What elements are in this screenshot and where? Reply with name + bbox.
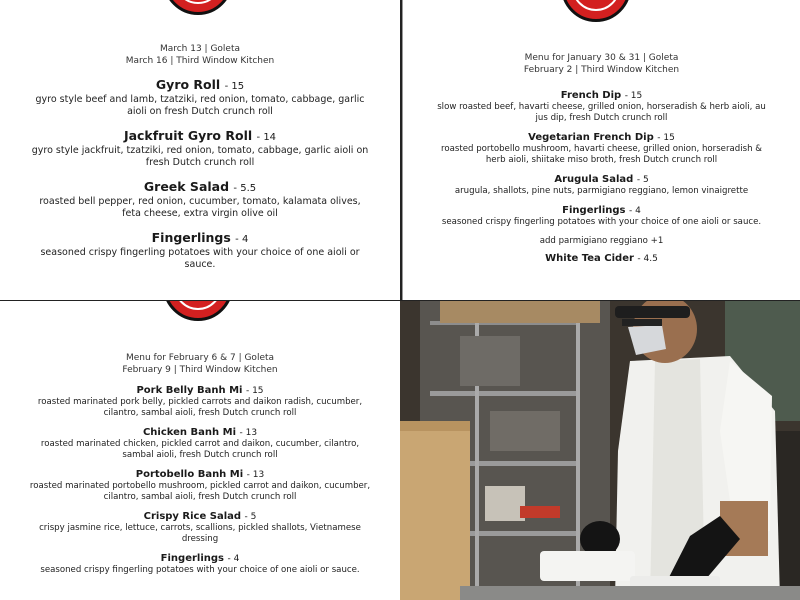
menu-item: Fingerlings - 4 seasoned crispy fingerling potatoes with your choice of one aioli or sauce.: [40, 230, 360, 270]
menu-item: Chicken Banh Mi - 13 roasted marinated chicken, pickled carrot and daikon, cucumber, cilantro, sambal aioli, fresh Dutch crunch roll: [40, 427, 360, 460]
menu-item: Jackfruit Gyro Roll - 14 gyro style jackfruit, tzatziki, red onion, tomato, cabbage, garlic aioli on fresh Dutch crunch roll: [31, 128, 369, 168]
menu-item: Pork Belly Banh Mi - 15 roasted marinated pork belly, pickled carrots and daikon radish, cucumber, cilantro, sambal aioli, fresh Dutch crunch roll: [37, 385, 363, 418]
menu-panel-top-right: [402, 0, 800, 300]
logo-icon: [561, 0, 631, 22]
menu-item: Fingerlings - 4 seasoned crispy fingerling potatoes with your choice of one aioli or sauce.: [441, 205, 762, 227]
menu-item: Portobello Banh Mi - 13 roasted marinated portobello mushroom, pickled carrot and daikon, cucumber, cilantro, sambal aioli, fresh Dutch crunch roll: [29, 469, 371, 502]
logo-icon: [163, 301, 233, 321]
menu-item: Vegetarian French Dip - 15 roasted portobello mushroom, havarti cheese, grilled onion, horseradish & herb aioli, shiitake miso broth, fresh Dutch crunch roll: [441, 132, 762, 165]
menu-item: French Dip - 15 slow roasted beef, havarti cheese, grilled onion, horseradish & herb aioli, au jus dip, fresh Dutch crunch roll: [437, 90, 766, 123]
menu-item: White Tea Cider - 4.5: [545, 253, 658, 264]
chef-with-mask-photo: [400, 301, 800, 600]
menu-note: add parmigiano reggiano +1: [539, 236, 664, 246]
menu-panel-top-left: [0, 0, 400, 300]
menu-item: Fingerlings - 4 seasoned crispy fingerling potatoes with your choice of one aioli or sauce.: [40, 553, 360, 575]
menu-dates: Menu for February 6 & 7 | Goleta February 9 | Third Window Kitchen: [122, 353, 278, 375]
menu-item: Gyro Roll - 15 gyro style beef and lamb, tzatziki, red onion, tomato, cabbage, garlic aioli on fresh Dutch crunch roll: [35, 77, 365, 117]
menu-dates: Menu for January 30 & 31 | Goleta February 2 | Third Window Kitchen: [523, 53, 680, 75]
menu-item: Greek Salad - 5.5 roasted bell pepper, red onion, cucumber, tomato, kalamata olives, feta cheese, extra virgin olive oil: [39, 179, 361, 219]
photo-illustration: [400, 301, 800, 600]
menu-dates: March 13 | Goleta March 16 | Third Window Kitchen: [125, 44, 275, 66]
menu-panel-bottom-left: [0, 301, 400, 600]
logo-icon: [163, 0, 233, 15]
menu-item: Crispy Rice Salad - 5 crispy jasmine rice, lettuce, carrots, scallions, pickled shallots, Vietnamese dressing: [39, 511, 361, 544]
menu-item: Arugula Salad - 5 arugula, shallots, pine nuts, parmigiano reggiano, lemon vinaigrette: [454, 174, 749, 196]
